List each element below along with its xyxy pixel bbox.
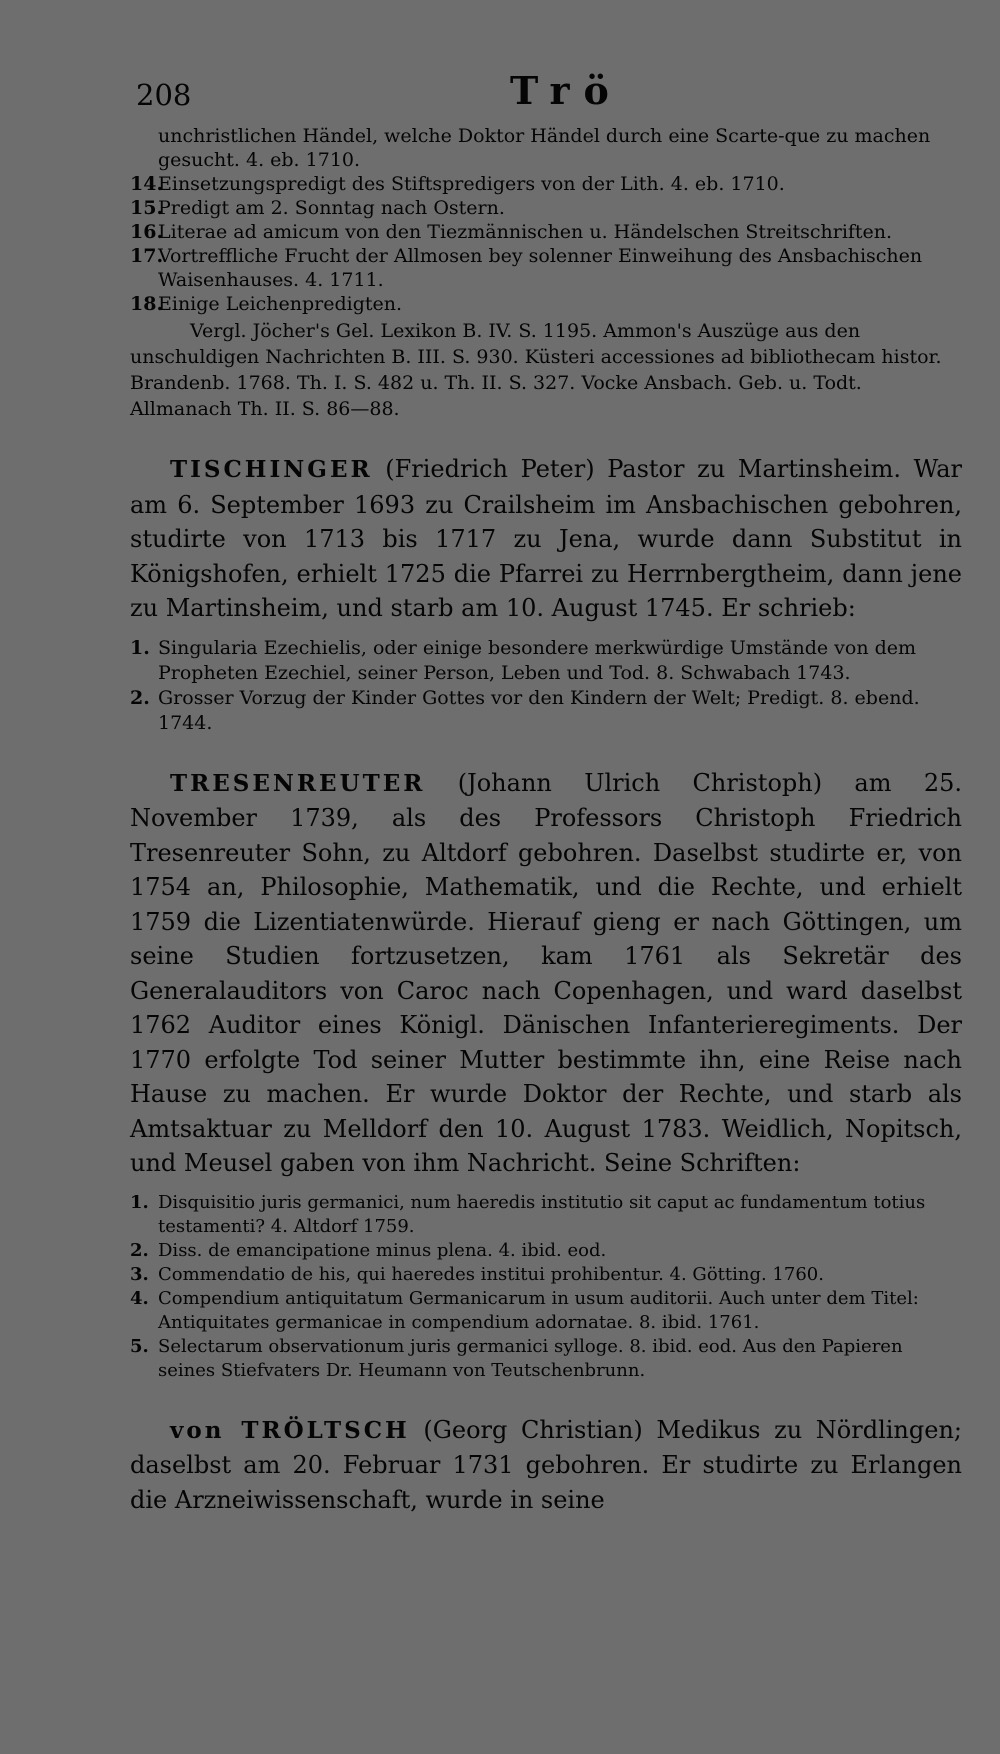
entry-body: (Johann Ulrich Christoph) am 25. November 1739, als des Professors Christoph Friedrich Tresenreuter Sohn, zu Altdorf gebohren. Daselbst studirte er, von 1754 an, Philosophie, Mathematik, und die Rechte, und erhielt 1759 die Lizentiatenwürde. Hierauf gieng er nach Göttingen, um seine Studien fortzusetzen, kam 1761 als Sekretär des Generalauditors von Caroc nach Copenhagen, und ward daselbst 1762 Auditor eines Königl. Dänischen Infanterieregiments. Der 1770 erfolgte Tod seiner Mutter bestimmte ihn, eine Reise nach Hause zu machen. Er wurde Doktor der Rechte, und starb als Amtsaktuar zu Melldorf den 10. August 1783. Weidlich, Nopitsch, und Meusel gaben von ihm Nachricht. Seine Schriften:	[130, 768, 962, 1177]
item-number: 1.	[130, 636, 150, 659]
entry-tresenreuter	[130, 766, 962, 1383]
item-text: Grosser Vorzug der Kinder Gottes vor den Kindern der Welt; Predigt. 8. ebend. 1744.	[158, 686, 920, 734]
page-number: 208	[136, 78, 192, 112]
list-item	[130, 1191, 962, 1239]
entry-body: (Georg Christian) Medikus zu Nördlingen; daselbst am 20. Februar 1731 gebohren. Er studirte zu Erlangen die Arzneiwissenschaft, wurde in seine	[130, 1415, 962, 1514]
page-header	[130, 60, 962, 124]
item-text: Selectarum observationum juris germanici sylloge. 8. ibid. eod. Aus den Papieren seines Stiefvaters Dr. Heumann von Teutschenbrunn.	[158, 1335, 903, 1381]
running-head: Trö	[510, 68, 623, 113]
list-item	[130, 686, 962, 736]
item-text: Einsetzungspredigt des Stiftspredigers von der Lith. 4. eb. 1710.	[158, 173, 785, 195]
list-item	[130, 1287, 962, 1335]
item-number: 4.	[130, 1287, 149, 1309]
list-item	[130, 1335, 962, 1383]
list-item	[130, 196, 962, 220]
item-number: 14.	[130, 173, 164, 195]
item-number: 2.	[130, 686, 150, 709]
list-item	[130, 244, 962, 292]
item-number: 5.	[130, 1335, 149, 1357]
work-list	[130, 1191, 962, 1383]
entry-text	[130, 766, 962, 1181]
list-item	[130, 1263, 962, 1287]
item-number: 18.	[130, 293, 164, 315]
item-number: 1.	[130, 1191, 149, 1213]
item-text: Singularia Ezechielis, oder einige besondere merkwürdige Umstände von dem Propheten Ezechiel, seiner Person, Leben und Tod. 8. Schwabach 1743.	[158, 636, 917, 684]
entry-name: von TRÖLTSCH	[170, 1416, 410, 1444]
item-number: 3.	[130, 1263, 149, 1285]
continued-text: unchristlichen Händel, welche Doktor Händel durch eine Scarte-que zu machen gesucht. 4. eb. 1710.	[158, 125, 931, 171]
item-text: Disquisitio juris germanici, num haeredis institutio sit caput ac fundamentum totius testamenti? 4. Altdorf 1759.	[158, 1191, 926, 1237]
item-number: 2.	[130, 1239, 149, 1261]
entry-troeltsch	[130, 1413, 962, 1518]
item-number: 16.	[130, 221, 164, 243]
list-item	[130, 1239, 962, 1263]
item-text: Predigt am 2. Sonntag nach Ostern.	[158, 197, 505, 219]
item-text: Diss. de emancipatione minus plena. 4. ibid. eod.	[158, 1239, 607, 1261]
item-text: Compendium antiquitatum Germanicarum in usum auditorii. Auch unter dem Titel: Antiquitates germanicae in compendium adornatae. 8. ibid. 1761.	[158, 1287, 919, 1333]
item-text: Vortreffliche Frucht der Allmosen bey solenner Einweihung des Ansbachischen Waisenhauses. 4. 1711.	[158, 245, 923, 291]
entry-name: TRESENREUTER	[170, 769, 426, 797]
item-text: Einige Leichenpredigten.	[158, 293, 403, 315]
entry-text	[130, 1413, 962, 1518]
references: Vergl. Jöcher's Gel. Lexikon B. IV. S. 1195. Ammon's Auszüge aus den unschuldigen Nachrichten B. III. S. 930. Küsteri accessiones ad bibliothecam histor. Brandenb. 1768. Th. I. S. 482 u. Th. II. S. 327. Vocke Ansbach. Geb. u. Todt. Allmanach Th. II. S. 86—88.	[130, 320, 942, 420]
item-number: 15.	[130, 197, 164, 219]
list-item	[130, 292, 962, 316]
entry-tischinger	[130, 452, 962, 736]
item-text: Literae ad amicum von den Tiezmännischen u. Händelschen Streitschriften.	[158, 221, 893, 243]
previous-entry-continuation	[130, 124, 962, 422]
list-item	[130, 172, 962, 196]
item-number: 17.	[130, 245, 164, 267]
work-list	[130, 172, 962, 316]
item-text: Commendatio de his, qui haeredes institui prohibentur. 4. Götting. 1760.	[158, 1263, 824, 1285]
entry-text	[130, 452, 962, 626]
entry-name: TISCHINGER	[170, 456, 373, 483]
work-list	[130, 636, 962, 736]
list-item	[130, 636, 962, 686]
list-item	[130, 220, 962, 244]
entry-body: (Friedrich Peter) Pastor zu Martinsheim. War am 6. September 1693 zu Crailsheim im Ansbachischen gebohren, studirte von 1713 bis 1717 zu Jena, wurde dann Substitut in Königshofen, erhielt 1725 die Pfarrei zu Herrnbergtheim, dann jene zu Martinsheim, und starb am 10. August 1745. Er schrieb:	[130, 455, 962, 622]
